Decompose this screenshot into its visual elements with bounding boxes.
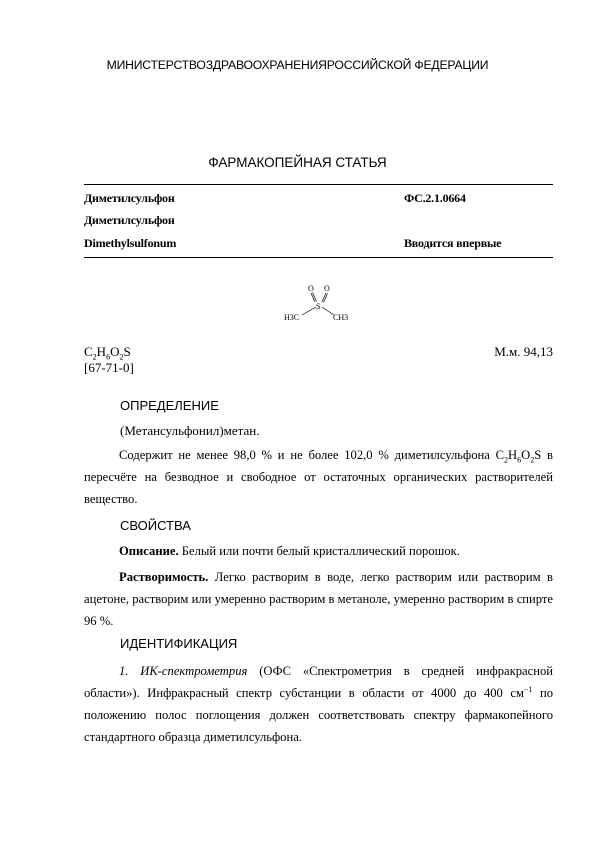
monograph-name-ru-1: Диметилсульфон (84, 191, 175, 205)
introduction-status: Вводится впервые (404, 236, 502, 250)
bottom-rule (84, 257, 553, 258)
monograph-name-ru-2: Диметилсульфон (84, 213, 175, 227)
molecular-weight: М.м. 94,13 (494, 344, 553, 359)
properties-heading: СВОЙСТВА (120, 518, 191, 533)
ir-spectrometry-paragraph: 1. ИК-спектрометрия (ОФС «Спектрометрия в средней инфракрасной области»). Инфракрасный спектр субстанции в области от 4000 до 400 $см^{-1}$ по положению полос поглощения должен соответствовать спектру фармакопейного стандартного образца диметилсульфона. (84, 664, 553, 744)
article-type-title: ФАРМАКОПЕЙНАЯ СТАТЬЯ (208, 155, 387, 170)
fs-number: ФС.2.1.0664 (404, 191, 466, 205)
definition-heading: ОПРЕДЕЛЕНИЕ (120, 398, 219, 413)
methyl-right: CH3 (333, 313, 349, 322)
definition-chemical-name: (Метансульфонил)метан. (120, 423, 260, 438)
solubility-paragraph: Растворимость. Легко растворим в воде, легко растворим или растворим в ацетоне, растворим или умеренно растворим в метаноле, умеренно растворим в спирте 96 %. (84, 570, 553, 628)
oxygen-atom-2: O (324, 284, 330, 293)
bond-left (302, 307, 316, 315)
top-rule (84, 184, 553, 185)
cas-number: [67-71-0] (84, 360, 134, 375)
identification-heading: ИДЕНТИФИКАЦИЯ (120, 636, 238, 651)
molecular-formula: $C_2H_6O_2S$ (84, 344, 131, 362)
description-paragraph: Описание. Белый или почти белый кристаллический порошок. (119, 544, 460, 558)
sulfur-atom: S (316, 302, 321, 311)
oxygen-atom-1: O (308, 284, 314, 293)
monograph-name-latin: Dimethylsulfonum (84, 236, 177, 250)
methyl-left: H3C (284, 313, 300, 322)
ministry-header: МИНИСТЕРСТВОЗДРАВООХРАНЕНИЯРОССИЙСКОЙ ФЕДЕРАЦИИ (106, 58, 489, 72)
structural-formula (284, 280, 354, 325)
definition-paragraph: Содержит не менее 98,0 % и не более 102,0 % диметилсульфона $C_2H_6O_2S$ в пересчёте на безводное и свободное от остаточных органических растворителей вещество. (84, 448, 553, 506)
